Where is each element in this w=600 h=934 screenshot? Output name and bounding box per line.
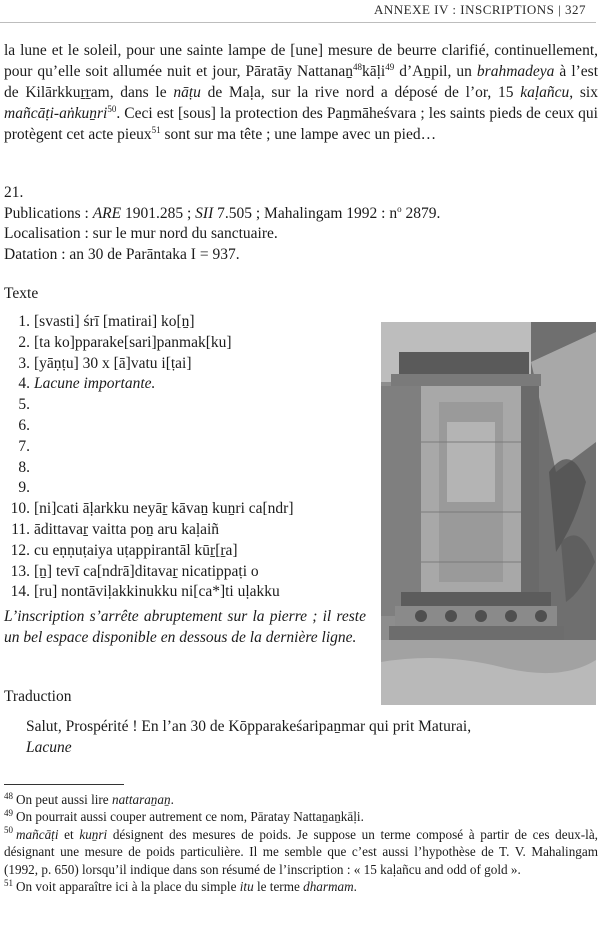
temple-wall-illustration [381,322,596,705]
footnote-ref-50[interactable]: 50 [107,103,117,114]
publications-line: Publications : ARE 1901.285 ; SII 7.505 ; Mahalingam 1992 : $n^o$ 2879. [4,203,441,222]
footnote-48: $^{48}$ On peut aussi lire nattaraṉaṉ. [4,790,174,807]
inscription-line: 10. [ni]cati āḷarkku neyāṟ kāvaṉ kuṉri ca[ndr] [10,500,294,518]
inscription-line: 14. [ru] nontāviḷakkinukku ni[ca*]ti uḷakku [10,583,280,601]
inscription-end-note: L’inscription s’arrête abruptement sur la pierre ; il reste un bel espace disponible en dessous de la dernière ligne. [4,608,366,646]
inscription-line: 6. [18,416,30,434]
footnote-ref-49[interactable]: 49 [385,61,395,72]
header-rule [0,22,596,23]
translation-block [26,716,596,758]
footnote-ref-51[interactable]: 51 [151,124,161,135]
inscription-line: 4. Lacune importante. [18,375,156,393]
texte-heading: Texte [4,285,39,302]
inscription-line: 2. [ta ko]pparake[sari]panmak[ku] [18,333,232,351]
inscription-lines [10,312,294,603]
footnote-50: $^{50}$ mañcāṭi et kuṉri désignent des mesures de poids. Je suppose un terme composé à partir de ces deux-là, désignant une mesure de poids particulière. Il me semble que c’est aussi l’hypothèse de T. V. Mahalingam (1992, p. 650) lorsqu’il indique dans son résumé de l’inscription : « 15 kaḷañcu and odd of gold ». [4,825,598,877]
inscription-line: 8. [18,458,30,476]
translation-text: Salut, Prospérité ! En l’an 30 de Kōpparakeśaripaṉmar qui prit Maturai, [26,718,472,735]
inscription-line: 5. [18,396,30,414]
datation-line: Datation : an 30 de Parāntaka I = 937. [4,245,240,263]
translation-lacune: Lacune [26,739,72,756]
inscription-line: 3. [yāṇṭu] 30 x [ā]vatu i[ṭai] [18,354,192,372]
footnote-49: $^{49}$ On pourrait aussi couper autrement ce nom, Pāratay Nattaṉaṉkāḷi. [4,808,364,825]
inscription-meta [4,183,440,265]
footnote-ref-48[interactable]: 48 [353,61,362,72]
footnote-separator [4,784,124,785]
inscription-line: 7. [18,437,30,455]
footnotes [4,791,598,895]
inscription-line: 12. cu eṇṇuṭaiya uṭappirantāl kūṟ[ṟa] [10,541,238,559]
inscription-number: 21. [4,184,24,201]
inscription-line: 9. [18,479,30,497]
inscription-line: 1. [svasti] śrī [matirai] ko[ṉ] [18,313,195,330]
opening-paragraph: la lune et le soleil, pour une sainte lampe de [une] mesure de beurre clarifié, continuellement, pour qu’elle soit allumée nuit et jour, Pāratāy Nattanaṉ$^{48}$kāḷi$^{49}$ d’Aṉpil, un brahmadeya à l’est de Kilārkkuṟṟam, dans le nāṭu de Maḷa, sur la rive nord a déposé de l’or, 15 kaḷañcu, six mañcāṭi-aṅkuṉri$^{50}$. Ceci est [sous] la protection des Paṉmāheśvara ; les saints pieds de ceux qui protègent cet acte pieux$^{51}$ sont sur ma tête ; une lampe avec un pied… [4,42,599,143]
temple-photograph [381,322,596,705]
localisation-line: Localisation : sur le mur nord du sanctuaire. [4,225,278,242]
inscription-line: 13. [ṉ] tevī ca[ndrā]ditavaṟ nicatippaṭi o [10,562,259,580]
traduction-heading: Traduction [4,688,72,705]
inscription-line: 11. ādittavaṟ vaitta poṉ aru kaḷaiñ [11,520,220,538]
running-head: ANNEXE IV : INSCRIPTIONS | 327 [373,2,586,17]
footnote-51: $^{51}$ On voit apparaître ici à la place du simple itu le terme dharmam. [4,877,357,895]
